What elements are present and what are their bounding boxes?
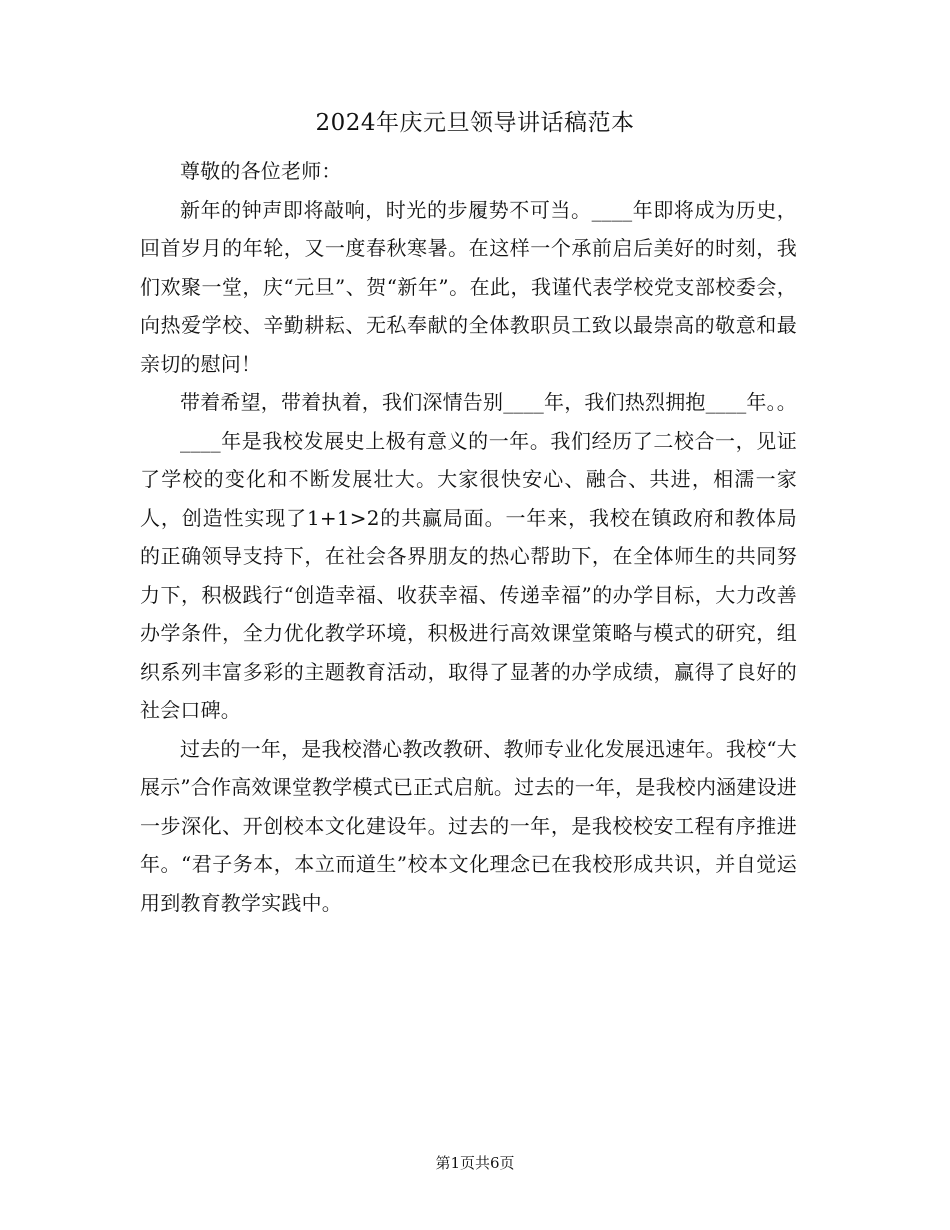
document-title: 2024年庆元旦领导讲话稿范本 [315, 110, 635, 136]
paragraph-3: ____年是我校发展史上极有意义的一年。我们经历了二校合一，见证了学校的变化和不断发展壮大。大家很快安心、融合、共进，相濡一家人，创造性实现了1+1>2的共赢局面。一年来，我校在镇政府和教体局的正确领导支持下，在社会各界朋友的热心帮助下，在全体师生的共同努力下，积极践行“创造幸福、收获幸福、传递幸福”的办学目标，大力改善办学条件，全力优化教学环境，积极进行高效课堂策略与模式的研究，组织系列丰富多彩的主题教育活动，取得了显著的办学成绩，赢得了良好的社会口碑。 [140, 428, 797, 722]
page-footer: 第1页共6页 [435, 1154, 515, 1172]
paragraph-4: 过去的一年，是我校潜心教改教研、教师专业化发展迅速年。我校“大展示”合作高效课堂教学模式已正式启航。过去的一年，是我校内涵建设进一步深化、开创校本文化建设年。过去的一年，是我校校安工程有序推进年。“君子务本，本立而道生”校本文化理念已在我校形成共识，并自觉运用到教育教学实践中。 [140, 736, 797, 915]
paragraph-1: 新年的钟声即将敲响，时光的步履势不可当。____年即将成为历史，回首岁月的年轮，又一度春秋寒暑。在这样一个承前启后美好的时刻，我们欢聚一堂，庆“元旦”、贺“新年”。在此，我谨代表学校党支部校委会，向热爱学校、辛勤耕耘、无私奉献的全体教职员工致以最崇高的敬意和最亲切的慰问！ [140, 197, 797, 376]
salutation: 尊敬的各位老师： [180, 159, 342, 183]
document-body [140, 152, 797, 922]
paragraph-2: 带着希望，带着执着，我们深情告别____年，我们热烈拥抱____年。。 [180, 390, 797, 414]
